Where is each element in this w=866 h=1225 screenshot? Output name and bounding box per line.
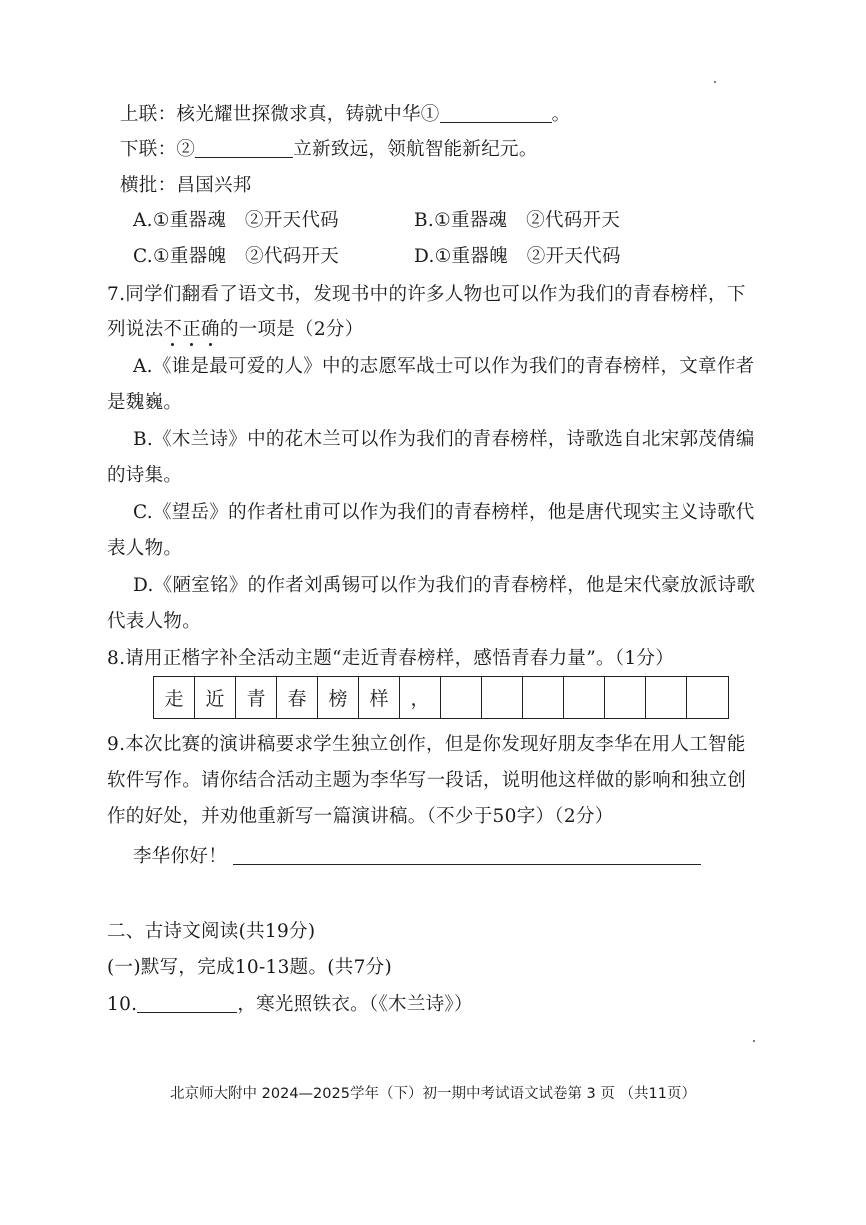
q7-option-a-line2: 是魏巍。 xyxy=(107,392,183,413)
couplet-banner xyxy=(120,174,252,198)
couplet-lower-text: 立新致远，领航智能新纪元。 xyxy=(293,139,538,160)
grid-cell: 走 xyxy=(154,677,195,718)
emphasis-char-1: 不 xyxy=(163,319,183,340)
answer-blank-2[interactable] xyxy=(195,139,293,158)
q8-stem: 8.请用正楷字补全活动主题“走近青春榜样，感悟青春力量”。（1分） xyxy=(107,648,674,669)
page-footer: 北京师大附中 2024—2025学年（下）初一期中考试语文试卷第 3 页 （共11页） xyxy=(170,1086,696,1102)
grid-cell-empty[interactable] xyxy=(564,677,605,718)
q9-stem-line3: 作的好处，并劝他重新写一篇演讲稿。（不少于50字）（2分） xyxy=(107,806,614,827)
grid-cell-empty[interactable] xyxy=(441,677,482,718)
couplet-upper xyxy=(120,103,570,127)
scan-speck xyxy=(714,81,716,83)
scan-speck xyxy=(753,1040,755,1042)
q7-option-c-line2: 表人物。 xyxy=(107,538,183,559)
grid-cell-empty[interactable] xyxy=(523,677,564,718)
q7-option-a-line1[interactable]: A.《谁是最可爱的人》中的志愿军战士可以作为我们的青春榜样，文章作者 xyxy=(133,356,755,377)
q9-stem-line1: 9.本次比赛的演讲稿要求学生独立创作，但是你发现好朋友李华在用人工智能 xyxy=(107,734,746,755)
q7-option-d-line2: 代表人物。 xyxy=(107,611,202,632)
q6-option-d[interactable]: D.①重器魄 ②开天代码 xyxy=(414,246,621,267)
grid-cell-empty[interactable] xyxy=(482,677,523,718)
section-subtitle: (一)默写，完成10-13题。(共7分) xyxy=(107,957,392,978)
q7-option-b-line2: 的诗集。 xyxy=(107,465,183,486)
q7-stem-line2 xyxy=(107,318,364,342)
grid-cell: 近 xyxy=(195,677,236,718)
grid-cell: 青 xyxy=(236,677,277,718)
grid-cell-empty[interactable] xyxy=(646,677,687,718)
q6-option-a[interactable]: A.①重器魂 ②开天代码 xyxy=(133,210,339,231)
grid-cell-empty[interactable] xyxy=(687,677,728,718)
q7-option-b-line1[interactable]: B.《木兰诗》中的花木兰可以作为我们的青春榜样，诗歌选自北宋郭茂倩编 xyxy=(133,429,755,450)
q7-stem-post: 的一项是（2分） xyxy=(219,319,364,340)
couplet-lower-num: ② xyxy=(176,139,196,160)
couplet-upper-text: 核光耀世探微求真，铸就中华① xyxy=(176,104,440,125)
section-title: 二、古诗文阅读(共19分) xyxy=(107,921,316,942)
couplet-lower-label: 下联： xyxy=(120,139,177,160)
emphasis-char-3: 确 xyxy=(201,319,220,340)
answer-blank-1[interactable] xyxy=(440,104,552,123)
grid-cell: 样 xyxy=(359,677,400,718)
grid-cell: 榜 xyxy=(318,677,359,718)
q10-text: ，寒光照铁衣。（《木兰诗》） xyxy=(237,994,473,1015)
couplet-lower xyxy=(120,138,538,162)
couplet-banner-text: 昌国兴邦 xyxy=(176,175,252,196)
q7-stem-pre: 列说法 xyxy=(107,319,164,340)
couplet-upper-label: 上联： xyxy=(120,104,177,125)
q9-answer-line xyxy=(133,845,701,869)
q9-stem-line2: 软件写作。请你结合活动主题为李华写一段话，说明他这样做的影响和独立创 xyxy=(107,770,747,791)
writing-grid xyxy=(153,676,729,719)
q7-option-d-line1[interactable]: D.《陋室铭》的作者刘禹锡可以作为我们的青春榜样，他是宋代豪放派诗歌 xyxy=(133,575,756,596)
couplet-upper-end: 。 xyxy=(551,104,571,125)
q10-line xyxy=(107,993,473,1017)
q10-num: 10. xyxy=(107,994,138,1015)
emphasis-char-2: 正 xyxy=(182,319,202,340)
grid-cell: 春 xyxy=(277,677,318,718)
grid-cell-empty[interactable] xyxy=(605,677,646,718)
q7-option-c-line1[interactable]: C.《望岳》的作者杜甫可以作为我们的青春榜样，他是唐代现实主义诗歌代 xyxy=(133,502,755,523)
answer-blank-q9[interactable] xyxy=(233,846,701,865)
q6-option-c[interactable]: C.①重器魄 ②代码开天 xyxy=(133,246,340,267)
q9-greeting: 李华你好！ xyxy=(133,846,228,867)
q6-option-b[interactable]: B.①重器魂 ②代码开天 xyxy=(414,210,621,231)
grid-cell: ， xyxy=(400,677,441,718)
answer-blank-q10[interactable] xyxy=(137,994,237,1013)
q7-stem-line1: 7.同学们翻看了语文书，发现书中的许多人物也可以作为我们的青春榜样，下 xyxy=(107,284,746,305)
couplet-banner-label: 横批： xyxy=(120,175,177,196)
